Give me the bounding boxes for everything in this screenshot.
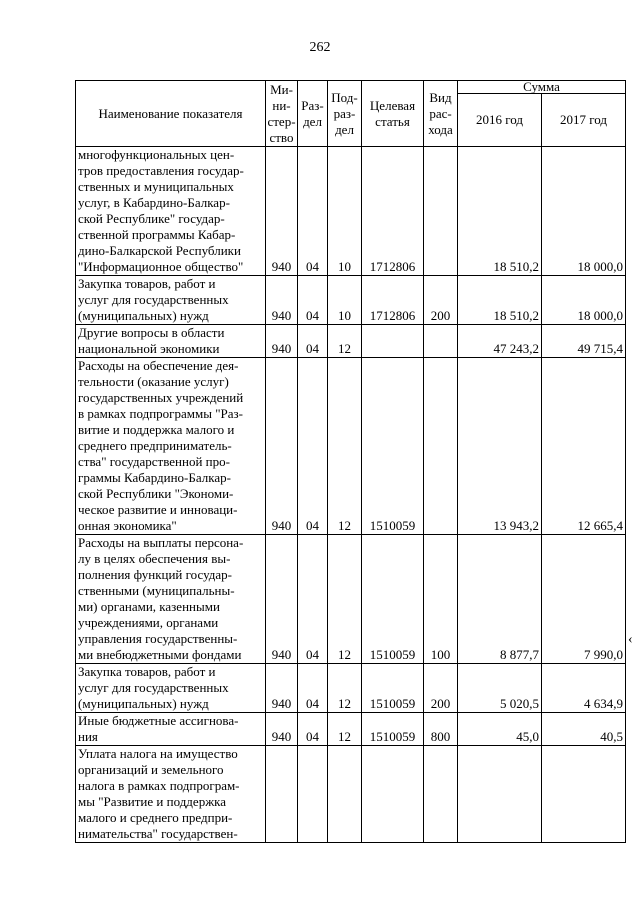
row-ministry: 940 [266, 664, 298, 713]
row-ministry: 940 [266, 358, 298, 535]
row-subsection: 10 [328, 276, 362, 325]
row-ministry [266, 746, 298, 843]
row-sum-2017: 49 715,4 [542, 325, 626, 358]
row-subsection: 10 [328, 147, 362, 276]
row-section [298, 746, 328, 843]
header-year-2016: 2016 год [458, 94, 542, 147]
row-sum-2017: 40,5 [542, 713, 626, 746]
row-sum-2017: 18 000,0 [542, 276, 626, 325]
header-expense-type: Вид рас- хода [424, 81, 458, 147]
table-row [76, 664, 626, 713]
row-expense-type [424, 358, 458, 535]
row-target: 1712806 [362, 276, 424, 325]
budget-table [75, 80, 626, 843]
row-subsection: 12 [328, 535, 362, 664]
row-target: 1510059 [362, 664, 424, 713]
row-subsection: 12 [328, 713, 362, 746]
row-name: Расходы на выплаты персона- лу в целях обеспечения вы- полнения функций государ- ственными (муниципальны- ми) органами, казенными учреждениями, органами управления государственны- ми внебюджетными фондами [76, 535, 266, 664]
row-section: 04 [298, 664, 328, 713]
row-expense-type [424, 325, 458, 358]
row-section: 04 [298, 535, 328, 664]
row-sum-2017: 18 000,0 [542, 147, 626, 276]
row-expense-type: 200 [424, 276, 458, 325]
row-target [362, 325, 424, 358]
row-sum-2016: 13 943,2 [458, 358, 542, 535]
table-row [76, 746, 626, 843]
row-target: 1510059 [362, 713, 424, 746]
table-header [76, 81, 626, 147]
row-name: Закупка товаров, работ и услуг для государственных (муниципальных) нужд [76, 664, 266, 713]
row-section: 04 [298, 276, 328, 325]
header-sum: Сумма [458, 81, 626, 94]
row-sum-2016: 45,0 [458, 713, 542, 746]
row-sum-2016: 5 020,5 [458, 664, 542, 713]
row-ministry: 940 [266, 276, 298, 325]
row-sum-2016: 18 510,2 [458, 147, 542, 276]
row-name: Закупка товаров, работ и услуг для государственных (муниципальных) нужд [76, 276, 266, 325]
row-sum-2016 [458, 746, 542, 843]
row-subsection [328, 746, 362, 843]
row-sum-2017: 4 634,9 [542, 664, 626, 713]
header-subsection: Под- раз- дел [328, 81, 362, 147]
page-number: 262 [309, 40, 331, 55]
table-row [76, 147, 626, 276]
row-sum-2017 [542, 746, 626, 843]
table-body [76, 147, 626, 843]
row-ministry: 940 [266, 325, 298, 358]
row-expense-type: 200 [424, 664, 458, 713]
row-sum-2016: 47 243,2 [458, 325, 542, 358]
table-row [76, 535, 626, 664]
row-ministry: 940 [266, 713, 298, 746]
row-expense-type [424, 147, 458, 276]
header-section: Раз- дел [298, 81, 328, 147]
table-row [76, 358, 626, 535]
row-target: 1712806 [362, 147, 424, 276]
row-ministry: 940 [266, 147, 298, 276]
row-section: 04 [298, 713, 328, 746]
row-expense-type: 100 [424, 535, 458, 664]
row-section: 04 [298, 325, 328, 358]
row-name: Уплата налога на имущество организаций и земельного налога в рамках подпрограм- мы "Развитие и поддержка малого и среднего предпри- нимательства" государствен- [76, 746, 266, 843]
row-subsection: 12 [328, 325, 362, 358]
row-expense-type: 800 [424, 713, 458, 746]
table-row [76, 325, 626, 358]
row-expense-type [424, 746, 458, 843]
row-subsection: 12 [328, 664, 362, 713]
row-sum-2016: 18 510,2 [458, 276, 542, 325]
table-row [76, 713, 626, 746]
row-sum-2017: 12 665,4 [542, 358, 626, 535]
row-sum-2016: 8 877,7 [458, 535, 542, 664]
header-year-2017: 2017 год [542, 94, 626, 147]
header-target: Целевая статья [362, 81, 424, 147]
row-target [362, 746, 424, 843]
row-ministry: 940 [266, 535, 298, 664]
row-sum-2017: 7 990,0 [542, 535, 626, 664]
row-name: Иные бюджетные ассигнова- ния [76, 713, 266, 746]
header-ministry: Ми- ни- стер- ство [267, 81, 296, 145]
row-name: Другие вопросы в области национальной экономики [76, 325, 266, 358]
row-section: 04 [298, 358, 328, 535]
row-section: 04 [298, 147, 328, 276]
row-target: 1510059 [362, 535, 424, 664]
row-subsection: 12 [328, 358, 362, 535]
header-name: Наименование показателя [76, 81, 266, 147]
row-target: 1510059 [362, 358, 424, 535]
table-row [76, 276, 626, 325]
scan-mark: ‹ [628, 632, 633, 647]
row-name: Расходы на обеспечение дея- тельности (оказание услуг) государственных учреждений в рамках подпрограммы "Раз- витие и поддержка малого и среднего предприниматель- ства" государственной про- граммы Кабардино-Балкар- ской Республики "Экономи- ческое развитие и инноваци- онная экономика" [76, 358, 266, 535]
row-name: многофункциональных цен- тров предоставления государ- ственных и муниципальных услуг, в Кабардино-Балкар- ской Республике" государ- ственной программы Кабар- дино-Балкарской Республики "Информационное общество" [76, 147, 266, 276]
